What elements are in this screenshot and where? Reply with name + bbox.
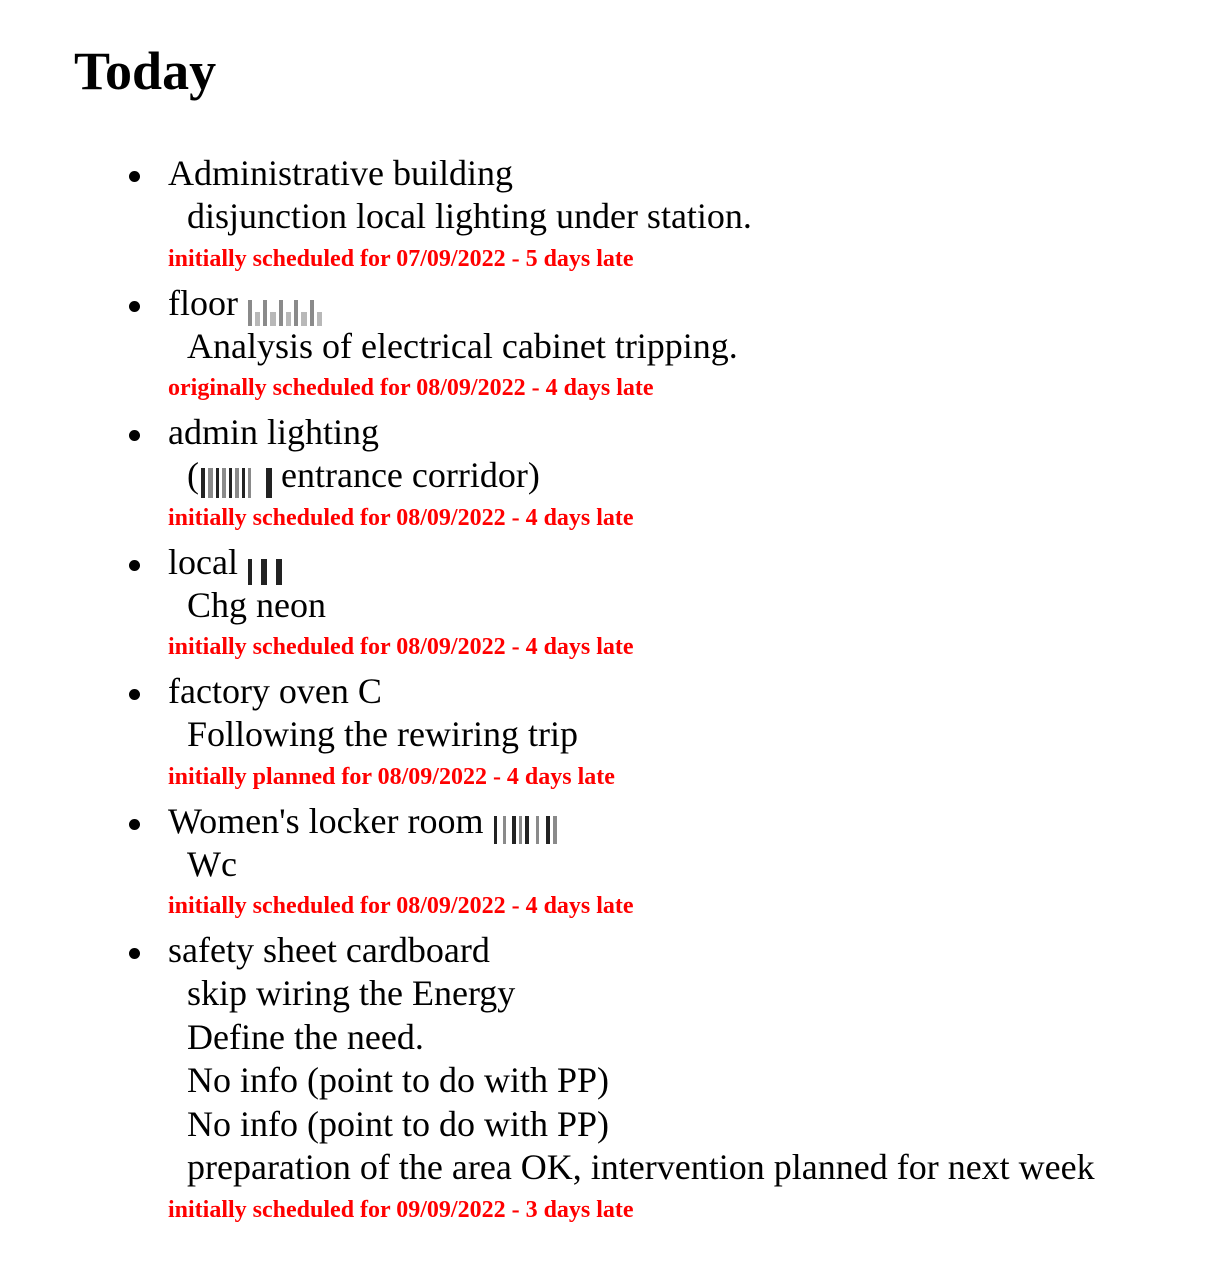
redacted-block-icon (248, 283, 325, 326)
bullet-icon (129, 819, 140, 830)
late-note: initially scheduled for 08/09/2022 - 4 days late (168, 893, 634, 919)
item-location-line (168, 800, 1223, 843)
late-note: initially scheduled for 08/09/2022 - 4 days late (168, 504, 634, 531)
list-item (0, 670, 1223, 800)
item-detail: Analysis of electrical cabinet tripping. (187, 325, 738, 366)
redacted-block-icon (494, 801, 560, 844)
item-detail-line (168, 454, 1223, 498)
item-detail: Following the rewiring trip (187, 714, 578, 754)
late-note: initially scheduled for 08/09/2022 - 4 days late (168, 634, 634, 660)
item-location: admin lighting (168, 412, 379, 452)
list-item (0, 411, 1223, 541)
list-item (0, 152, 1223, 282)
item-detail: No info (point to do with PP) (187, 1103, 610, 1144)
item-location: local (168, 541, 238, 582)
late-note: initially scheduled for 07/09/2022 - 5 days late (168, 245, 634, 272)
bullet-icon (129, 171, 140, 182)
redacted-block-icon (248, 542, 285, 585)
bullet-icon (129, 301, 140, 312)
bullet-icon (129, 430, 140, 441)
item-detail: Define the need. (187, 1016, 424, 1057)
redacted-block-icon (201, 455, 275, 499)
item-location: Administrative building (168, 153, 513, 193)
list-item (0, 541, 1223, 671)
item-detail: preparation of the area OK, intervention planned for next week (187, 1147, 1095, 1187)
late-note: initially scheduled for 09/09/2022 - 3 days late (168, 1196, 634, 1223)
item-location: floor (168, 282, 238, 323)
item-detail: skip wiring the Energy (187, 973, 516, 1013)
item-detail-prefix: ( (187, 455, 199, 495)
item-location: Women's locker room (168, 800, 484, 841)
item-detail: disjunction local lighting under station. (187, 196, 752, 236)
list-item (0, 929, 1223, 1233)
item-detail-suffix: entrance corridor) (281, 455, 540, 495)
bullet-icon (129, 560, 140, 571)
late-note: initially planned for 08/09/2022 - 4 days late (168, 763, 615, 790)
late-note: originally scheduled for 08/09/2022 - 4 days late (168, 375, 654, 401)
list-item (0, 282, 1223, 412)
item-detail: Chg neon (187, 584, 326, 625)
list-item (0, 800, 1223, 930)
item-location: factory oven C (168, 671, 382, 711)
item-location: safety sheet cardboard (168, 930, 490, 970)
bullet-icon (129, 689, 140, 700)
task-list (0, 152, 1223, 1233)
item-detail: Wc (187, 843, 237, 884)
item-location-line (168, 282, 1223, 325)
item-location-line (168, 541, 1223, 584)
bullet-icon (129, 948, 140, 959)
item-detail: No info (point to do with PP) (187, 1060, 610, 1100)
page-title: Today (74, 41, 217, 101)
